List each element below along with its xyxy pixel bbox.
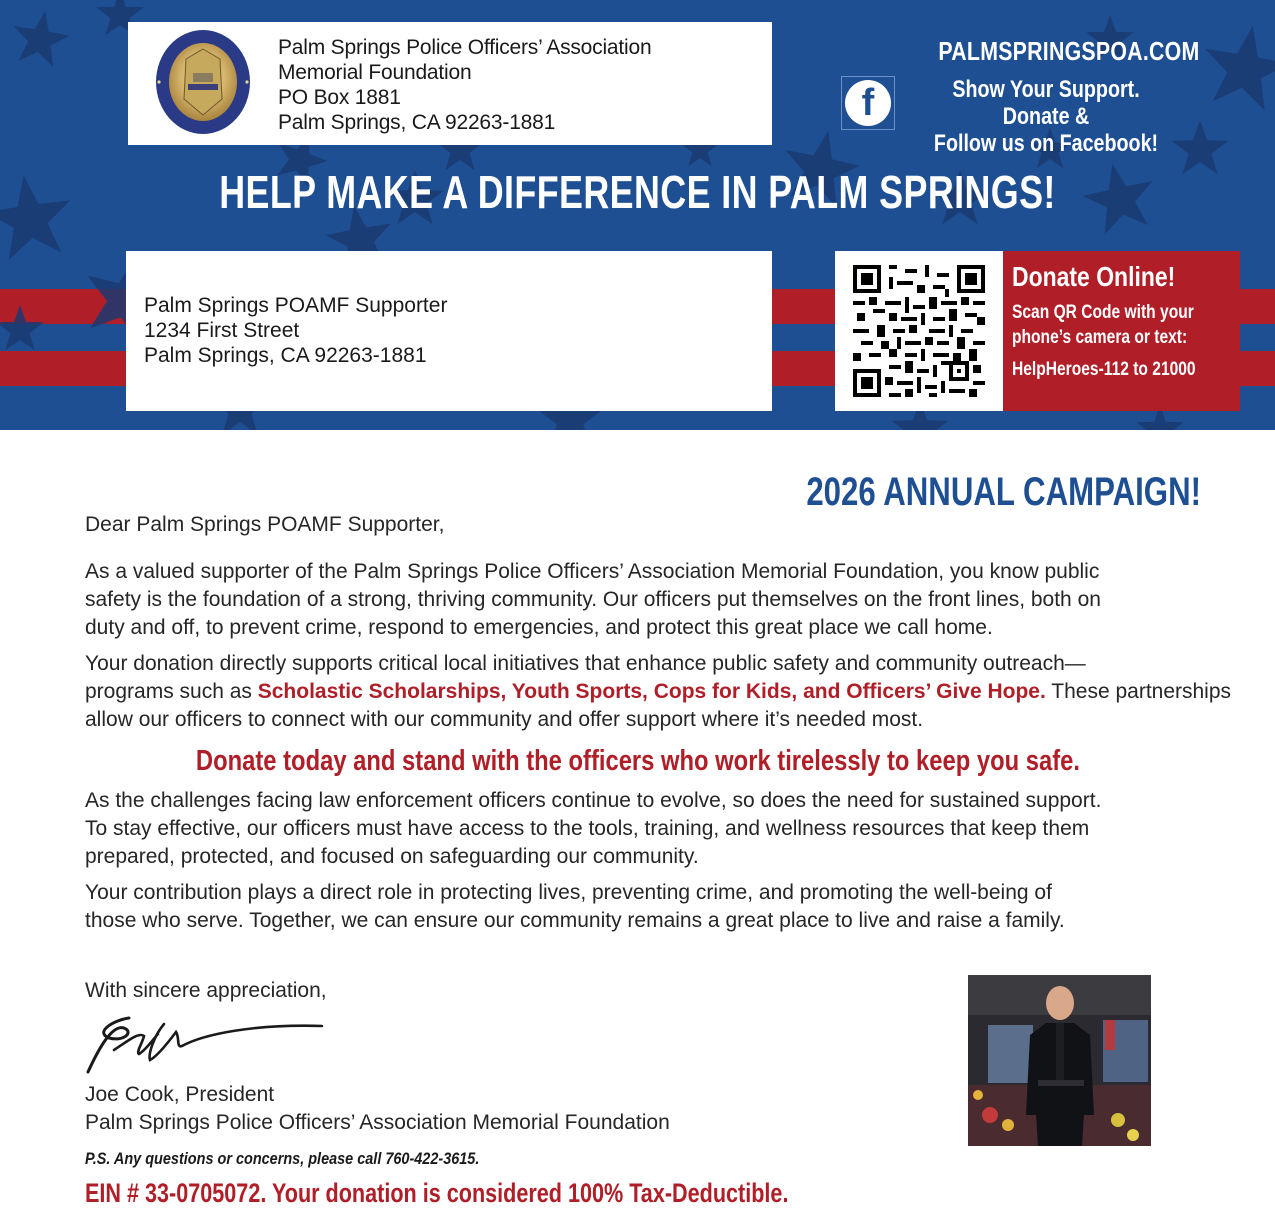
donate-online-panel: [1003, 251, 1240, 411]
po-box: PO Box 1881: [278, 86, 401, 109]
recipient-name: Palm Springs POAMF Supporter: [144, 294, 448, 317]
officer-photo-image: [968, 975, 1151, 1146]
qr-code-box[interactable]: [835, 251, 1003, 411]
recipient-address-box: [126, 251, 772, 411]
header-banner: [0, 0, 1275, 430]
salutation: Dear Palm Springs POAMF Supporter,: [85, 513, 445, 536]
recipient-street: 1234 First Street: [144, 319, 300, 342]
org-name-line1: Palm Springs Police Officers’ Association: [278, 36, 652, 59]
campaign-title: 2026 ANNUAL CAMPAIGN!: [806, 470, 1201, 514]
facebook-callout: Show Your Support. Donate & Follow us on Facebook!: [933, 76, 1159, 157]
text-to-give-code: HelpHeroes-112 to 21000: [1012, 359, 1196, 380]
return-address: [278, 35, 651, 135]
officer-photo: [968, 975, 1151, 1146]
paragraph-1: As a valued supporter of the Palm Springs Police Officers’ Association Memorial Foundation, you know public safety is the foundation of a strong, thriving community. Our officers put themselves on the front lines, both on duty and off, to prevent crime, respond to emergencies, and protect this great place we call home.: [85, 560, 1101, 639]
paragraph-3: As the challenges facing law enforcement officers continue to evolve, so does the need for sustained support. To stay effective, our officers must have access to the tools, training, and wellness resources that keep them prepared, protected, and focused on safeguarding our community.: [85, 789, 1102, 868]
donate-callout: Donate today and stand with the officers who work tirelessly to keep you safe.: [195, 745, 1080, 777]
recipient-address: [144, 293, 447, 368]
ein-tax-deductible: EIN # 33-0705072. Your donation is considered 100% Tax-Deductible.: [85, 1178, 789, 1208]
donate-online-title: Donate Online!: [1012, 261, 1176, 292]
program-list-highlight: Scholastic Scholarships, Youth Sports, Cops for Kids, and Officers’ Give Hope.: [257, 680, 1046, 703]
website-link[interactable]: PALMSPRINGSPOA.COM: [938, 36, 1200, 66]
donate-instructions: Scan QR Code with your phone’s camera or text:: [1012, 302, 1194, 348]
facebook-button[interactable]: [841, 76, 895, 130]
recipient-city: Palm Springs, CA 92263-1881: [144, 344, 427, 367]
return-address-box: [128, 22, 772, 145]
closing: With sincere appreciation,: [85, 979, 327, 1002]
org-name-line2: Memorial Foundation: [278, 61, 472, 84]
signer-name: Joe Cook, President: [85, 1083, 275, 1106]
city-state-zip: Palm Springs, CA 92263-1881: [278, 111, 556, 134]
banner-headline: HELP MAKE A DIFFERENCE IN PALM SPRINGS!: [219, 166, 1056, 218]
paragraph-4: Your contribution plays a direct role in protecting lives, preventing crime, and promoting the well-being of those who serve. Together, we can ensure our community remains a great place to live and raise a family.: [85, 881, 1065, 932]
qr-code-icon[interactable]: [853, 265, 985, 397]
paragraph-2: Your donation directly supports critical local initiatives that enhance public safety and community outreach— programs such as Scholastic Scholarships, Youth Sports, Cops for Kids, and Officers’ Give Hope. These partnerships allow our officers to connect with our community and offer support where it’s needed most.: [85, 652, 1232, 731]
facebook-icon: f: [845, 80, 891, 126]
ps-note: P.S. Any questions or concerns, please call 760-422-3615.: [85, 1149, 480, 1168]
signer-org: Palm Springs Police Officers’ Association Memorial Foundation: [85, 1111, 670, 1134]
police-badge-logo-icon: [150, 29, 256, 135]
signature-icon: [84, 1010, 324, 1080]
